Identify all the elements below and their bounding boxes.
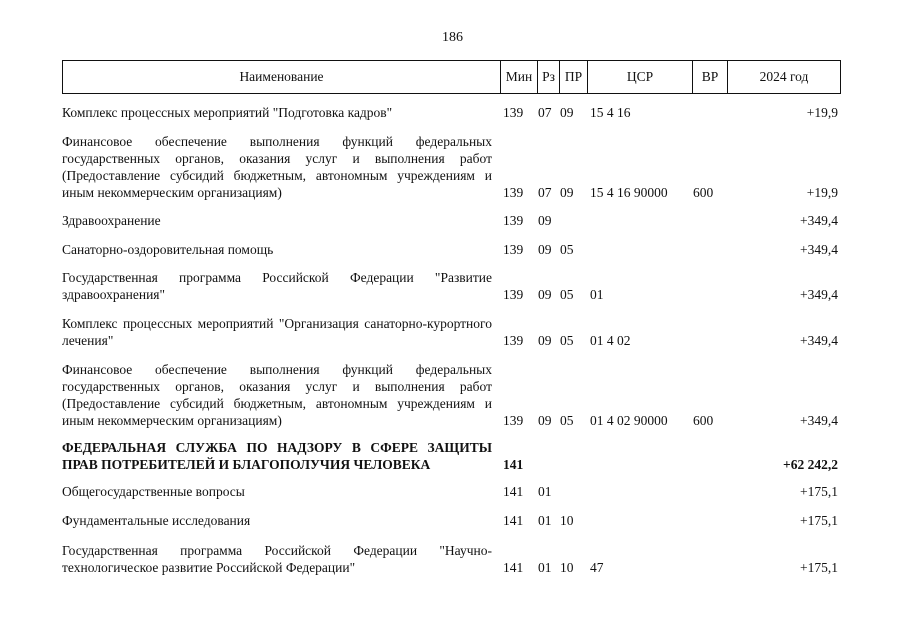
row-name: ФЕДЕРАЛЬНАЯ СЛУЖБА ПО НАДЗОРУ В СФЕРЕ ЗАЩИТЫ ПРАВ ПОТРЕБИТЕЛЕЙ И БЛАГОПОЛУЧИЯ ЧЕЛОВЕКА [62, 440, 492, 472]
cell-pr: 09 [560, 185, 574, 200]
cell-vr: 600 [693, 185, 714, 200]
cell-value: +19,9 [806, 185, 838, 200]
cell-pr: 05 [560, 413, 574, 428]
cell-rz: 07 [538, 185, 552, 200]
cell-value: +349,4 [800, 213, 838, 228]
cell-csr: 01 4 02 90000 [590, 413, 668, 428]
cell-rz: 09 [538, 242, 552, 257]
cell-rz: 09 [538, 333, 552, 348]
row-name: Финансовое обеспечение выполнения функций федеральных государственных органов, оказания услуг и выполнения работ (Предоставление субсидий бюджетным, автономным учреждениям и иным некоммерческим организациям) [62, 134, 492, 200]
cell-min: 139 [503, 213, 524, 228]
cell-value: +175,1 [800, 513, 838, 528]
cell-min: 139 [503, 185, 524, 200]
row-name: Финансовое обеспечение выполнения функций федеральных государственных органов, оказания услуг и выполнения работ (Предоставление субсидий бюджетным, автономным учреждениям и иным некоммерческим организациям) [62, 362, 492, 428]
row-name: Санаторно-оздоровительная помощь [62, 242, 274, 257]
row-name: Комплекс процессных мероприятий "Организация санаторно-курортного лечения" [62, 316, 492, 348]
cell-rz: 09 [538, 413, 552, 428]
cell-rz: 07 [538, 105, 552, 120]
cell-min: 141 [503, 560, 524, 575]
cell-rz: 01 [538, 560, 552, 575]
header-rz: Рз [537, 61, 559, 93]
row-name: Государственная программа Российской Федерации "Научно-технологическое развитие Российской Федерации" [62, 543, 492, 575]
cell-csr: 01 4 02 [590, 333, 631, 348]
header-name: Наименование [239, 69, 324, 84]
cell-rz: 09 [538, 213, 552, 228]
cell-min: 139 [503, 287, 524, 302]
cell-pr: 05 [560, 242, 574, 257]
cell-pr: 10 [560, 513, 574, 528]
cell-csr: 15 4 16 [590, 105, 631, 120]
cell-csr: 01 [590, 287, 604, 302]
cell-rz: 01 [538, 513, 552, 528]
cell-value: +175,1 [800, 484, 838, 499]
cell-pr: 05 [560, 333, 574, 348]
cell-value: +19,9 [806, 105, 838, 120]
cell-min: 139 [503, 333, 524, 348]
cell-min: 139 [503, 105, 524, 120]
cell-value: +62 242,2 [783, 457, 838, 472]
cell-pr: 10 [560, 560, 574, 575]
cell-vr: 600 [693, 413, 714, 428]
cell-rz: 09 [538, 287, 552, 302]
header-vr: ВР [692, 61, 727, 93]
cell-rz: 01 [538, 484, 552, 499]
page-number: 186 [442, 30, 463, 45]
cell-value: +349,4 [800, 413, 838, 428]
header-year: 2024 год [727, 61, 840, 93]
cell-csr: 15 4 16 90000 [590, 185, 668, 200]
cell-min: 141 [503, 484, 524, 499]
cell-value: +175,1 [800, 560, 838, 575]
cell-value: +349,4 [800, 242, 838, 257]
cell-min: 139 [503, 413, 524, 428]
cell-min: 141 [503, 513, 524, 528]
header-pr: ПР [559, 61, 587, 93]
cell-value: +349,4 [800, 287, 838, 302]
header-min: Мин [500, 61, 537, 93]
row-name: Общегосударственные вопросы [62, 484, 245, 499]
row-name: Государственная программа Российской Федерации "Развитие здравоохранения" [62, 270, 492, 302]
header-csr: ЦСР [587, 61, 692, 93]
cell-value: +349,4 [800, 333, 838, 348]
row-name: Комплекс процессных мероприятий "Подготовка кадров" [62, 105, 393, 120]
cell-pr: 09 [560, 105, 574, 120]
cell-min: 141 [503, 457, 524, 472]
cell-min: 139 [503, 242, 524, 257]
row-name: Здравоохранение [62, 213, 161, 228]
cell-pr: 05 [560, 287, 574, 302]
row-name: Фундаментальные исследования [62, 513, 251, 528]
cell-csr: 47 [590, 560, 604, 575]
